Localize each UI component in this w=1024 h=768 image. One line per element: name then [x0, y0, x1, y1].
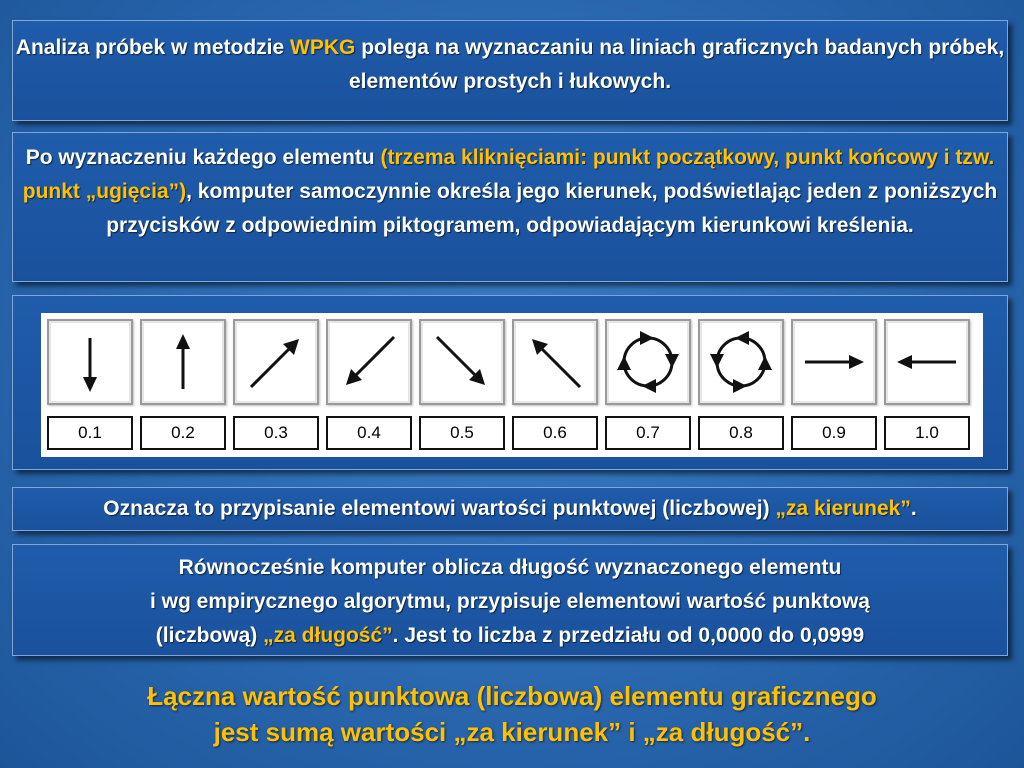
direction-value: 0.7 — [605, 416, 691, 450]
arrow-up-right-icon — [233, 319, 319, 405]
direction-value: 0.4 — [326, 416, 412, 450]
circle-counterclockwise-icon — [698, 319, 784, 405]
intro-text-post: polega na wyznaczaniu na liniach graficznych badanych próbek, elementów prostych i łukowych. — [348, 36, 1005, 93]
direction-button-1-0[interactable] — [882, 313, 972, 457]
direction-score-post: . — [910, 497, 917, 520]
length-line-1: Równocześnie komputer oblicza długość wyznaczonego elementu — [178, 556, 842, 579]
direction-button-0-3[interactable] — [231, 313, 321, 457]
direction-value: 1.0 — [884, 416, 970, 450]
direction-value: 0.8 — [698, 416, 784, 450]
length-line-2: i wg empirycznego algorytmu, przypisuje elementowi wartość punktową — [150, 590, 870, 613]
arrow-right-icon — [791, 319, 877, 405]
direction-text-pre: Po wyznaczeniu każdego elementu — [25, 146, 381, 169]
intro-text-pre: Analiza próbek w metodzie — [15, 36, 291, 59]
direction-text-highlight: (trzema kliknięciami: punkt początkowy, punkt końcowy i tzw. punkt „ugięcia”) — [22, 146, 995, 203]
arrow-down-right-icon — [419, 319, 505, 405]
direction-value: 0.6 — [512, 416, 598, 450]
direction-button-0-7[interactable] — [603, 313, 693, 457]
direction-button-0-6[interactable] — [510, 313, 600, 457]
direction-text-post: , komputer samoczynnie określa jego kierunek, podświetlając jeden z poniższych przycisków z odpowiednim piktogramem, odpowiadającym kierunkowi kreślenia. — [106, 180, 998, 237]
intro-text-highlight: WPKG — [290, 36, 356, 59]
direction-value: 0.2 — [140, 416, 226, 450]
length-line-3 — [13, 619, 1007, 653]
length-line-3-highlight: „za długość” — [263, 624, 393, 647]
intro-text-box — [12, 20, 1008, 121]
arrow-up-left-icon — [512, 319, 598, 405]
arrow-up-icon — [140, 319, 226, 405]
direction-button-0-9[interactable] — [789, 313, 879, 457]
direction-score-highlight: „za kierunek” — [775, 497, 911, 520]
direction-score-box — [12, 487, 1008, 531]
direction-score-pre: Oznacza to przypisanie elementowi wartości punktowej (liczbowej) — [103, 497, 776, 520]
length-line-3-post: . Jest to liczba z przedziału od 0,0000 do 0,0999 — [392, 624, 865, 647]
length-line-3-pre: (liczbową) — [155, 624, 264, 647]
direction-value: 0.1 — [47, 416, 133, 450]
direction-buttons-panel — [12, 295, 1008, 470]
direction-button-0-2[interactable] — [138, 313, 228, 457]
direction-button-0-8[interactable] — [696, 313, 786, 457]
summary-footer — [0, 678, 1024, 750]
direction-text-box — [12, 132, 1008, 282]
summary-line-2: jest sumą wartości „za kierunek” i „za długość”. — [213, 717, 811, 747]
direction-button-0-1[interactable] — [45, 313, 135, 457]
direction-button-0-4[interactable] — [324, 313, 414, 457]
summary-line-1: Łączna wartość punktowa (liczbowa) elementu graficznego — [147, 681, 877, 711]
direction-buttons-strip — [41, 313, 983, 457]
direction-value: 0.5 — [419, 416, 505, 450]
circle-clockwise-icon — [605, 319, 691, 405]
arrow-down-icon — [47, 319, 133, 405]
arrow-down-left-icon — [326, 319, 412, 405]
arrow-left-icon — [884, 319, 970, 405]
direction-value: 0.9 — [791, 416, 877, 450]
direction-button-0-5[interactable] — [417, 313, 507, 457]
length-score-box — [12, 544, 1008, 656]
direction-value: 0.3 — [233, 416, 319, 450]
